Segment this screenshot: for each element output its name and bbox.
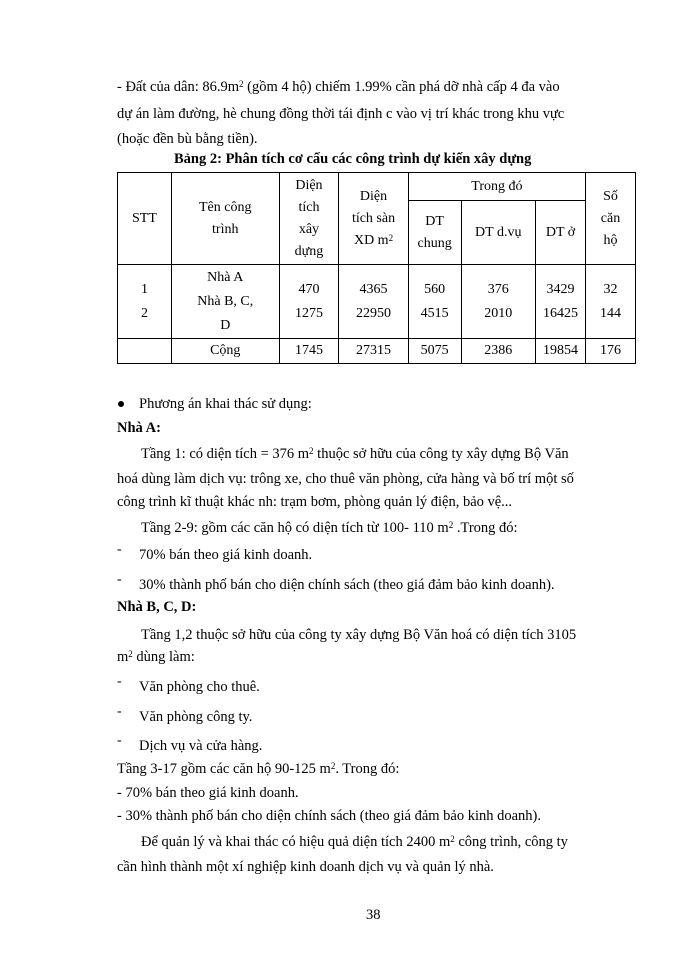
nha-a-tang1-line1: Tầng 1: có diện tích = 376 $m^2$ thuộc sở hữu của công ty xây dựng Bộ Văn xyxy=(141,446,569,462)
nha-bcd-line-2: - 30% thành phố bán cho diện chính sách (theo giá đảm bảo kinh doanh). xyxy=(117,808,542,824)
header-so-can-ho: Số căn hộ xyxy=(586,173,636,265)
header-dt-chung: DT chung xyxy=(408,201,461,265)
cell-total-dt-xd: 1745 xyxy=(279,339,339,364)
heading-nha-a: Nhà A: xyxy=(117,420,161,436)
cell-dt-xd: 470 1275 xyxy=(279,265,339,339)
cell-total-dt-chung: 5075 xyxy=(408,339,461,364)
dash-icon: - xyxy=(117,674,122,689)
table-caption: Bảng 2: Phân tích cơ cấu các công trình dự kiến xây dựng xyxy=(174,151,532,167)
dash-icon: - xyxy=(117,542,122,557)
table-row xyxy=(118,265,636,339)
section-bullet: Phương án khai thác sử dụng: xyxy=(139,396,312,412)
nha-a-tang1-line2: hoá dùng làm dịch vụ: trông xe, cho thuê văn phòng, cửa hàng và bố trí một số xyxy=(117,471,574,487)
header-ten-cong-trinh: Tên công trình xyxy=(171,173,279,265)
nha-a-tang29: Tầng 2-9: gồm các căn hộ có diện tích từ 100- 110 $m^2$ .Trong đó: xyxy=(141,520,518,536)
header-dien-tich-xay-dung: Diện tích xây dựng xyxy=(279,173,339,265)
nha-a-tang1-line3: công trình kĩ thuật khác nh: trạm bơm, phòng quản lý điện, bảo vệ... xyxy=(117,494,513,510)
cell-ten: Nhà A Nhà B, C, D xyxy=(171,265,279,339)
nha-bcd-tang12-line2: $m^2$ dùng làm: xyxy=(117,649,195,665)
intro-line-2: dự án làm đường, hè chung đồng thời tái định c vào vị trí khác trong khu vực xyxy=(117,106,565,122)
intro-line-1: - Đất của dân: $86.9m^2$ (gồm 4 hộ) chiếm 1.99% cần phá dỡ nhà cấp 4 đa vào xyxy=(117,79,560,95)
nha-bcd-item-1: Văn phòng cho thuê. xyxy=(139,679,260,695)
intro-line-3: (hoặc đền bù bằng tiền). xyxy=(117,131,258,147)
dash-icon: - xyxy=(117,733,122,748)
cell-total-dt-o: 19854 xyxy=(535,339,585,364)
header-stt: STT xyxy=(118,173,172,265)
cell-dt-dvu: 376 2010 xyxy=(461,265,535,339)
cell-total-label: Cộng xyxy=(171,339,279,364)
cell-dt-chung: 560 4515 xyxy=(408,265,461,339)
cell-total-so-can: 176 xyxy=(586,339,636,364)
page-number: 38 xyxy=(366,907,381,923)
header-dien-tich-san: Diện tích sàn XD $m^2$ xyxy=(339,173,408,265)
nha-bcd-line-1: - 70% bán theo giá kinh doanh. xyxy=(117,785,299,801)
cell-total-dt-dvu: 2386 xyxy=(461,339,535,364)
header-trong-do: Trong đó xyxy=(408,173,585,201)
nha-bcd-item-2: Văn phòng công ty. xyxy=(139,709,253,725)
nha-bcd-tang12-line1: Tầng 1,2 thuộc sở hữu của công ty xây dựng Bộ Văn hoá có diện tích 3105 xyxy=(141,627,577,643)
nha-bcd-tang317: Tầng 3-17 gồm các căn hộ 90-125 $m^2$. Trong đó: xyxy=(117,761,400,777)
final-paragraph-line1: Để quản lý và khai thác có hiệu quả diện tích 2400 $m^2$ công trình, công ty xyxy=(141,834,568,850)
cell-total-empty xyxy=(118,339,172,364)
cell-stt: 1 2 xyxy=(118,265,172,339)
heading-nha-bcd: Nhà B, C, D: xyxy=(117,599,197,615)
construction-table xyxy=(117,172,636,364)
dash-icon: - xyxy=(117,572,122,587)
cell-total-dt-san: 27315 xyxy=(339,339,408,364)
final-paragraph-line2: cần hình thành một xí nghiệp kinh doanh dịch vụ và quản lý nhà. xyxy=(117,859,494,875)
dash-icon: - xyxy=(117,704,122,719)
header-dt-o: DT ở xyxy=(535,201,585,265)
nha-a-item-1: 70% bán theo giá kinh doanh. xyxy=(139,547,313,563)
cell-so-can: 32 144 xyxy=(586,265,636,339)
nha-a-item-2: 30% thành phố bán cho diện chính sách (theo giá đảm bảo kinh doanh). xyxy=(139,577,555,593)
bullet-icon xyxy=(118,401,124,407)
header-dt-dich-vu: DT d.vụ xyxy=(461,201,535,265)
nha-bcd-item-3: Dịch vụ và cửa hàng. xyxy=(139,738,263,754)
cell-dt-o: 3429 16425 xyxy=(535,265,585,339)
table-total-row xyxy=(118,339,636,364)
cell-dt-san: 4365 22950 xyxy=(339,265,408,339)
